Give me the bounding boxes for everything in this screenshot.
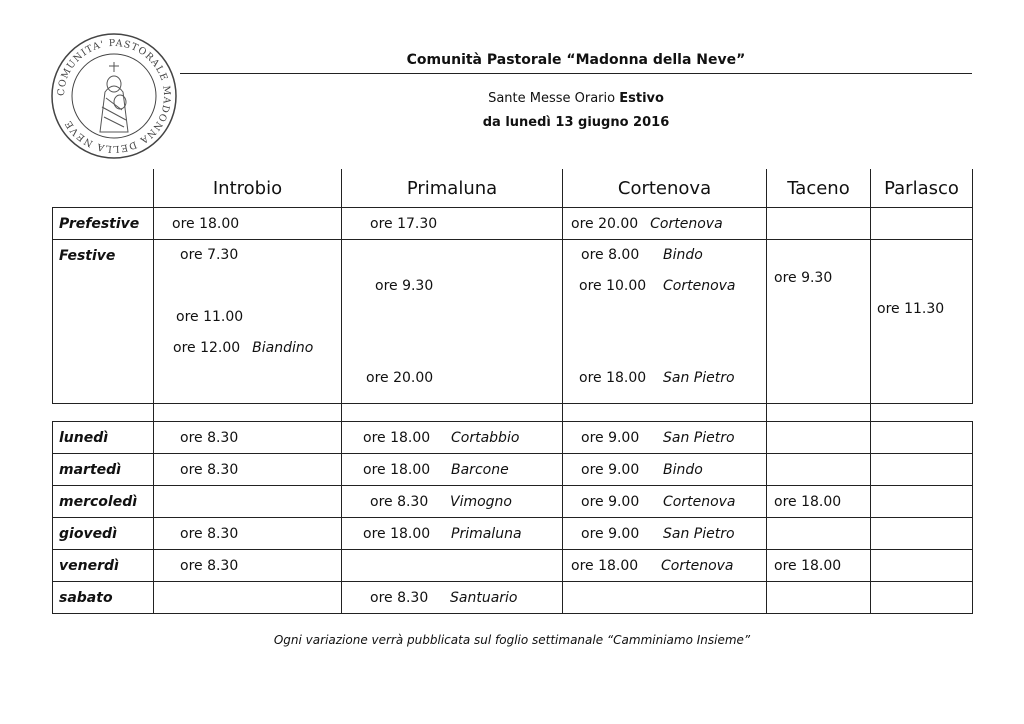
table-row — [53, 518, 973, 550]
weekday-cortenova — [563, 486, 767, 518]
weekday-cortenova — [563, 550, 767, 582]
mass-time: ore 11.30 — [877, 301, 945, 317]
table-row — [53, 454, 973, 486]
mass-time: ore 9.30 — [774, 270, 833, 286]
festive-taceno — [767, 240, 871, 404]
spacer-cell — [342, 404, 563, 422]
festive-primaluna — [342, 240, 563, 404]
mass-time: ore 8.30 — [370, 589, 429, 606]
weekday-introbio — [154, 422, 342, 454]
mass-time: ore 20.00 — [571, 215, 639, 232]
column-header-cortenova: Cortenova — [563, 169, 767, 208]
mass-schedule-table — [52, 169, 973, 614]
weekday-primaluna — [342, 518, 563, 550]
row-label-prefestive: Prefestive — [53, 208, 154, 240]
mass-entry — [579, 278, 736, 294]
mass-location: San Pietro — [663, 525, 735, 542]
organization-title: Comunità Pastorale “Madonna della Neve” — [406, 52, 746, 68]
prefestive-introbio: ore 18.00 — [154, 208, 342, 240]
mass-time: ore 8.30 — [180, 557, 239, 574]
mass-time: ore 9.00 — [581, 493, 640, 510]
weekday-primaluna — [342, 454, 563, 486]
weekday-parlasco — [871, 454, 973, 486]
weekday-taceno — [767, 454, 871, 486]
weekday-primaluna — [342, 582, 563, 614]
svg-text:COMUNITA' PASTORALE MADONNA DE — [56, 38, 172, 154]
mass-location: San Pietro — [663, 370, 735, 386]
mass-time: ore 9.30 — [375, 278, 434, 294]
table-row — [53, 582, 973, 614]
weekday-taceno: ore 18.00 — [767, 486, 871, 518]
weekday-parlasco — [871, 422, 973, 454]
mass-entry — [173, 340, 313, 356]
weekday-taceno — [767, 582, 871, 614]
spacer-cell — [53, 404, 154, 422]
mass-time: ore 8.30 — [180, 461, 239, 478]
seal-text: COMUNITA' PASTORALE MADONNA DELLA NEVE — [55, 37, 173, 155]
table-row — [53, 422, 973, 454]
mass-time: ore 11.00 — [176, 309, 244, 325]
weekday-cortenova — [563, 454, 767, 486]
mass-location: Cortenova — [663, 493, 736, 510]
weekday-introbio — [154, 486, 342, 518]
mass-time: ore 18.00 — [579, 370, 647, 386]
effective-date: da lunedì 13 giugno 2016 — [482, 115, 670, 130]
mass-time: ore 8.00 — [581, 247, 640, 263]
mass-time: ore 8.30 — [180, 429, 239, 446]
weekday-introbio — [154, 582, 342, 614]
row-label-festive: Festive — [53, 240, 154, 404]
mass-location: San Pietro — [663, 429, 735, 446]
mass-time: ore 8.30 — [370, 493, 429, 510]
weekday-taceno — [767, 518, 871, 550]
prefestive-parlasco — [871, 208, 973, 240]
column-header-taceno: Taceno — [767, 169, 871, 208]
weekday-parlasco — [871, 518, 973, 550]
festive-cortenova — [563, 240, 767, 404]
festive-parlasco — [871, 240, 973, 404]
header-rule — [180, 73, 972, 74]
mass-time: ore 9.00 — [581, 525, 640, 542]
prefestive-taceno — [767, 208, 871, 240]
weekday-parlasco — [871, 550, 973, 582]
row-label-day: martedì — [53, 454, 154, 486]
mass-time: ore 20.00 — [366, 370, 434, 386]
column-header-primaluna: Primaluna — [342, 169, 563, 208]
weekday-introbio — [154, 454, 342, 486]
row-label-day: venerdì — [53, 550, 154, 582]
row-label-day: sabato — [53, 582, 154, 614]
row-label-day: giovedì — [53, 518, 154, 550]
column-header-parlasco: Parlasco — [871, 169, 973, 208]
weekday-taceno — [767, 422, 871, 454]
weekday-parlasco — [871, 486, 973, 518]
row-label-day: mercoledì — [53, 486, 154, 518]
mass-time: ore 7.30 — [180, 247, 239, 263]
footer-note: Ogni variazione verrà pubblicata sul foglio settimanale “Camminiamo Insieme” — [273, 633, 751, 647]
mass-time: ore 9.00 — [581, 461, 640, 478]
mass-time: ore 18.00 — [363, 461, 431, 478]
mass-location: Cortabbio — [451, 429, 520, 446]
table-row — [53, 486, 973, 518]
weekday-taceno: ore 18.00 — [767, 550, 871, 582]
mass-time: ore 18.00 — [363, 525, 431, 542]
corner-cell — [53, 169, 154, 208]
mass-time: ore 8.30 — [180, 525, 239, 542]
mass-location: Cortenova — [663, 278, 736, 294]
mass-time: ore 10.00 — [579, 278, 647, 294]
weekday-cortenova — [563, 518, 767, 550]
table-row — [53, 208, 973, 240]
schedule-subtitle — [180, 91, 972, 106]
mass-time: ore 9.00 — [581, 429, 640, 446]
table-row — [53, 550, 973, 582]
mass-location: Primaluna — [451, 525, 522, 542]
spacer-cell — [871, 404, 973, 422]
mass-location: Biandino — [252, 340, 314, 356]
weekday-primaluna — [342, 486, 563, 518]
weekday-cortenova — [563, 422, 767, 454]
subtitle-season: Estivo — [619, 91, 664, 106]
mass-location: Cortenova — [650, 215, 723, 232]
mass-location: Cortenova — [661, 557, 734, 574]
parish-seal-logo — [50, 32, 178, 160]
spacer-cell — [767, 404, 871, 422]
table-header-row — [53, 169, 973, 208]
mass-location: Barcone — [451, 461, 509, 478]
weekday-introbio — [154, 518, 342, 550]
mass-location: Bindo — [663, 461, 703, 478]
spacer-cell — [154, 404, 342, 422]
mass-location: Bindo — [663, 247, 703, 263]
mass-entry — [581, 247, 703, 263]
table-row — [53, 240, 973, 404]
prefestive-cortenova — [563, 208, 767, 240]
festive-introbio — [154, 240, 342, 404]
mass-time: ore 18.00 — [571, 557, 639, 574]
mass-time: ore 18.00 — [363, 429, 431, 446]
subtitle-prefix: Sante Messe Orario — [488, 91, 616, 106]
weekday-parlasco — [871, 582, 973, 614]
spacer-cell — [563, 404, 767, 422]
mass-time: ore 12.00 — [173, 340, 241, 356]
weekday-primaluna — [342, 550, 563, 582]
weekday-introbio — [154, 550, 342, 582]
prefestive-primaluna: ore 17.30 — [342, 208, 563, 240]
weekday-primaluna — [342, 422, 563, 454]
column-header-introbio: Introbio — [154, 169, 342, 208]
mass-location: Vimogno — [450, 493, 512, 510]
spacer-row — [53, 404, 973, 422]
weekday-cortenova — [563, 582, 767, 614]
row-label-day: lunedì — [53, 422, 154, 454]
mass-location: Santuario — [450, 589, 518, 606]
mass-entry — [579, 370, 735, 386]
